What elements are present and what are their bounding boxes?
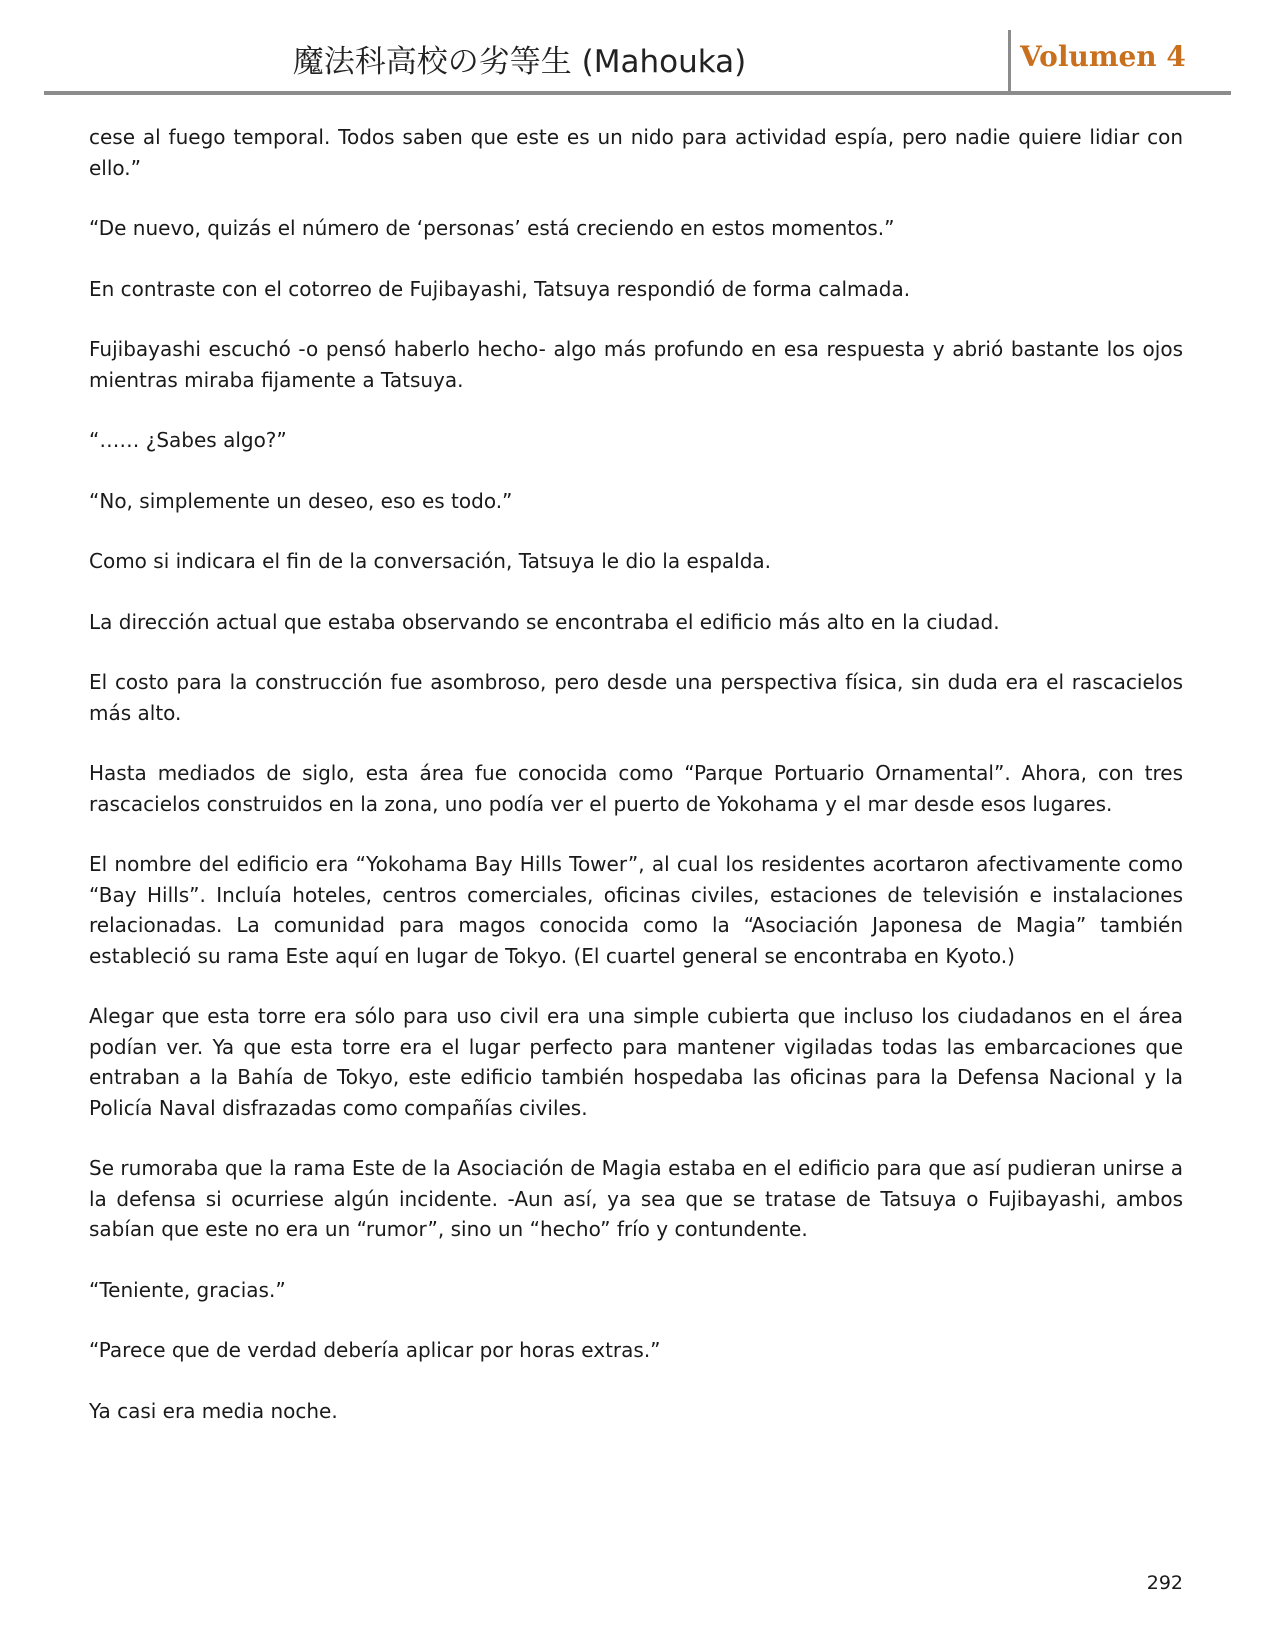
- page-header: [0, 0, 1275, 100]
- page-body: [89, 122, 1183, 1456]
- paragraph: Ya casi era media noche.: [89, 1398, 338, 1423]
- paragraph: Hasta mediados de siglo, esta área fue conocida como “Parque Portuario Ornamental”. Ahora, con tres rascacielos construidos en la zona, uno podía ver el puerto de Yokohama y el mar desde esos lugares.: [89, 761, 1183, 816]
- paragraph: La dirección actual que estaba observando se encontraba el edificio más alto en la ciudad.: [89, 609, 1000, 634]
- header-rule: [44, 91, 1231, 95]
- paragraph: El nombre del edificio era “Yokohama Bay Hills Tower”, al cual los residentes acortaron afectivamente como “Bay Hills”. Incluía hoteles, centros comerciales, oficinas civiles, estaciones de televisión e instalaciones relacionadas. La comunidad para magos conocida como la “Asociación Japonesa de Magia” también estableció su rama Este aquí en lugar de Tokyo. (El cuartel general se encontraba en Kyoto.): [89, 852, 1183, 968]
- header-divider: [1008, 30, 1011, 92]
- paragraph: “De nuevo, quizás el número de ‘personas’ está creciendo en estos momentos.”: [89, 216, 895, 240]
- book-title: 魔法科高校の劣等生 (Mahouka): [292, 44, 747, 80]
- paragraph: Como si indicara el fin de la conversación, Tatsuya le dio la espalda.: [89, 549, 772, 573]
- paragraph: El costo para la construcción fue asombroso, pero desde una perspectiva física, sin duda era el rascacielos más alto.: [89, 670, 1183, 725]
- paragraph: “Parece que de verdad debería aplicar por horas extras.”: [89, 1338, 661, 1362]
- page-number: 292: [1146, 1572, 1183, 1594]
- volume-label: Volumen 4: [1020, 40, 1186, 73]
- paragraph: “Teniente, gracias.”: [89, 1277, 286, 1302]
- paragraph: Se rumoraba que la rama Este de la Asociación de Magia estaba en el edificio para que así pudieran unirse a la defensa si ocurriese algún incidente. -Aun así, ya sea que se tratase de Tatsuya o Fujibayashi, ambos sabían que este no era un “rumor”, sino un “hecho” frío y contundente.: [89, 1156, 1183, 1241]
- paragraph: cese al fuego temporal. Todos saben que este es un nido para actividad espía, pero nadie quiere lidiar con ello.”: [89, 125, 1183, 180]
- paragraph: “No, simplemente un deseo, eso es todo.”: [89, 488, 513, 513]
- paragraph: “…… ¿Sabes algo?”: [89, 428, 287, 452]
- paragraph: Alegar que esta torre era sólo para uso civil era una simple cubierta que incluso los ciudadanos en el área podían ver. Ya que esta torre era el lugar perfecto para mantener vigiladas todas las embarcaciones que entraban a la Bahía de Tokyo, este edificio también hospedaba las oficinas para la Defensa Nacional y la Policía Naval disfrazadas como compañías civiles.: [89, 1004, 1183, 1120]
- paragraph: Fujibayashi escuchó -o pensó haberlo hecho- algo más profundo en esa respuesta y abrió bastante los ojos mientras miraba fijamente a Tatsuya.: [89, 337, 1183, 392]
- paragraph: En contraste con el cotorreo de Fujibayashi, Tatsuya respondió de forma calmada.: [89, 276, 911, 301]
